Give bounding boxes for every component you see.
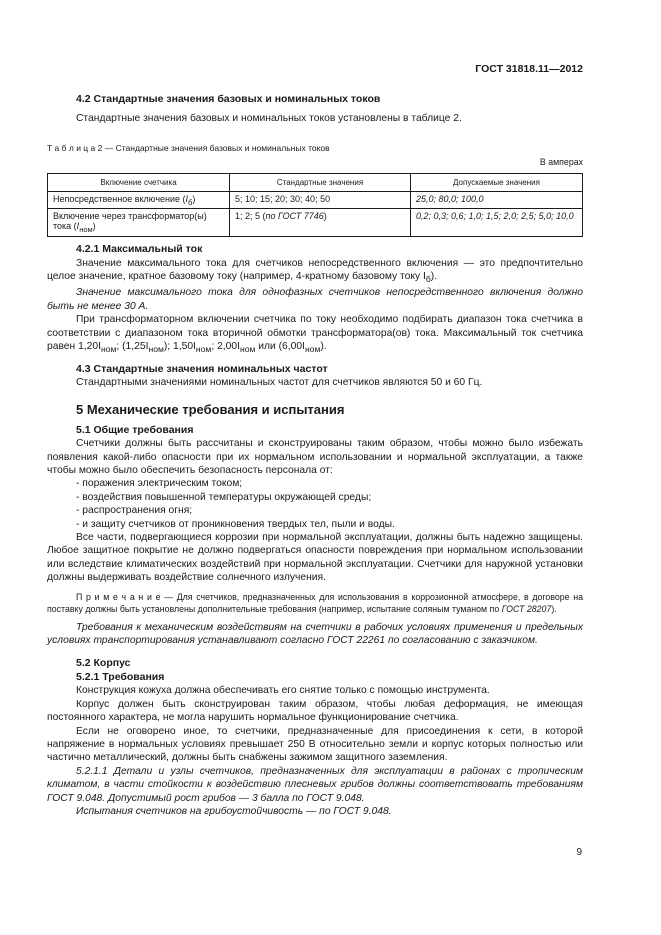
para-text: или (6,00I bbox=[255, 341, 305, 353]
list-item: - распространения огня; bbox=[76, 505, 193, 517]
cell-text: Непосредственное включение ( bbox=[53, 193, 186, 204]
subscript: ном bbox=[100, 344, 117, 355]
max-current-note: Значение максимального тока для однофазных счетчиков непосредственного включения должно быть не менее 30 А. bbox=[47, 287, 583, 312]
max-current-para bbox=[47, 257, 583, 287]
note-text: ). bbox=[551, 603, 557, 614]
cell-text: ) bbox=[323, 211, 327, 222]
caption-text: 2 — Стандартные значения базовых и номинальных токов bbox=[97, 142, 330, 153]
table-cell: 5; 10; 15; 20; 30; 40; 50 bbox=[230, 191, 411, 209]
section-4-3-title: 4.3 Стандартные значения номинальных частот bbox=[76, 362, 328, 375]
list-item: - и защиту счетчиков от проникновения твердых тел, пыли и воды. bbox=[76, 518, 395, 530]
section-4-2-title: 4.2 Стандартные значения базовых и номинальных токов bbox=[76, 93, 381, 105]
cell-text: ) bbox=[192, 193, 196, 204]
document-code: ГОСТ 31818.11—2012 bbox=[475, 63, 583, 75]
symbol: I bbox=[76, 221, 80, 232]
grounding-para: Если не оговорено иное, то счетчики, предназначенные для присоединения к сети, в которой напряжение в нормальных условиях превышает 250 В относительно земли и корпус которых полностью или частично металлический, должны быть снабжены зажимом защитного заземления. bbox=[47, 725, 583, 764]
section-5-2-1-title: 5.2.1 Требования bbox=[76, 670, 165, 683]
page-content bbox=[47, 93, 583, 818]
para-text: Значение максимального тока для счетчиков непосредственного включения — это предпочтительно целое значение, кратное базовому току (например, 4-кратному базовому току I bbox=[47, 257, 583, 283]
subscript: ном bbox=[239, 344, 256, 355]
table-row bbox=[48, 209, 583, 237]
currents-table bbox=[47, 173, 583, 238]
subscript: ном bbox=[195, 344, 212, 355]
para-text: ); 1,50I bbox=[163, 341, 196, 353]
para-text: ; (1,25I bbox=[116, 341, 149, 353]
table-header-row bbox=[48, 173, 583, 191]
cell-text: 1; 2; 5 ( bbox=[235, 211, 266, 222]
cell-text: ) bbox=[92, 221, 96, 232]
section-4-2-intro: Стандартные значения базовых и номинальных токов установлены в таблице 2. bbox=[76, 113, 462, 125]
mechanical-requirements-para: Требования к механическим воздействиям на счетчики в рабочих условиях применения и предельных условиях транспортирования устанавливают согласно ГОСТ 22261 по согласованию с заказчиком. bbox=[47, 621, 583, 647]
subscript: ном bbox=[304, 344, 321, 355]
section-5-1-para: Счетчики должны быть рассчитаны и сконструированы таким образом, чтобы можно было избежать появления какой-либо опасности при их нормальном использовании и нормальной эксплуатации, а также чтобы можно было обеспечить безопасность персонала от: bbox=[47, 438, 583, 476]
section-4-2-1-title: 4.2.1 Максимальный ток bbox=[76, 243, 203, 256]
note bbox=[47, 591, 583, 615]
para-text: ). bbox=[430, 271, 438, 283]
corrosion-para: Все части, подвергающиеся коррозии при нормальной эксплуатации, должны быть надежно защищены. Любое защитное покрытие не должно подвергаться опасности повреждения при нормальном использовании или вследствие климатических воздействий при нормальной эксплуатации. Счетчики для наружной установки должны выдерживать воздействие солнечного излучения. bbox=[47, 532, 583, 584]
table-row bbox=[48, 191, 583, 209]
note-reference: ГОСТ 28207 bbox=[501, 603, 552, 614]
casing-para-1: Конструкция кожуха должна обеспечивать его снятие только с помощью инструмента. bbox=[76, 685, 490, 697]
para-text: ). bbox=[320, 341, 327, 353]
subscript: ном bbox=[148, 344, 164, 355]
tropical-para: 5.2.1.1 Детали и узлы счетчиков, предназначенных для эксплуатации в районах с тропическим климатом, в части стойкости к воздействию плесневых грибов должны соответствовать требованиям ГОСТ 9.048. Допустимый рост грибов — 3 балла по ГОСТ 9.048. bbox=[47, 765, 583, 804]
note-text: — Для счетчиков, предназначенных для использования в коррозионной атмосфере, в договоре на поставку должны быть установлены дополнительные требования (например, испытание соляным туманом по bbox=[47, 591, 583, 614]
section-5-title: 5 Механические требования и испытания bbox=[76, 402, 345, 418]
table-cell bbox=[48, 191, 230, 209]
list-item: - воздействия повышенной температуры окружающей среды; bbox=[76, 491, 372, 503]
subscript: б bbox=[188, 197, 193, 207]
para-text: При трансформаторном включении счетчика по току необходимо подбирать диапазон тока счетчика в соответствии с диапазоном тока вторичной обмотки трансформатора(ов) тока. Максимальный ток счетчика равен 1,20I bbox=[47, 314, 583, 353]
reference: по ГОСТ 7746 bbox=[265, 211, 324, 222]
section-4-3-text: Стандартными значениями номинальных частот для счетчиков являются 50 и 60 Гц. bbox=[76, 376, 483, 388]
list-item: - поражения электрическим током; bbox=[76, 478, 243, 490]
table-header-cell: Включение счетчика bbox=[48, 173, 230, 191]
subscript: б bbox=[425, 274, 431, 285]
subscript: ном bbox=[79, 225, 93, 235]
note-label: П р и м е ч а н и е bbox=[76, 591, 161, 602]
table-cell: 0,2; 0,3; 0,6; 1,0; 1,5; 2,0; 2,5; 5,0; 10,0 bbox=[411, 209, 583, 237]
casing-para-2: Корпус должен быть сконструирован таким образом, чтобы любая деформация, не имеющая постоянного характера, не могла нарушить нормальное функционирование счетчика. bbox=[47, 698, 583, 724]
page-number: 9 bbox=[576, 847, 582, 858]
para-text: ; 2,00I bbox=[211, 341, 240, 353]
table-header-cell: Допускаемые значения bbox=[411, 173, 583, 191]
transformer-para bbox=[47, 313, 583, 356]
symbol: I bbox=[185, 193, 189, 204]
table-units: В амперах bbox=[539, 157, 583, 168]
table-cell bbox=[48, 209, 230, 237]
table-cell: 25,0; 80,0; 100,0 bbox=[411, 191, 583, 209]
section-5-1-title: 5.1 Общие требования bbox=[76, 423, 194, 436]
fungus-test-para: Испытания счетчиков на грибоустойчивость — по ГОСТ 9.048. bbox=[76, 805, 392, 817]
table-cell bbox=[230, 209, 411, 237]
cell-text: Включение через трансформатор(ы) тока ( bbox=[53, 211, 207, 232]
section-5-2-title: 5.2 Корпус bbox=[76, 657, 131, 670]
caption-label: Т а б л и ц а bbox=[47, 142, 96, 153]
table-caption bbox=[47, 142, 583, 155]
table-header-cell: Стандартные значения bbox=[230, 173, 411, 191]
